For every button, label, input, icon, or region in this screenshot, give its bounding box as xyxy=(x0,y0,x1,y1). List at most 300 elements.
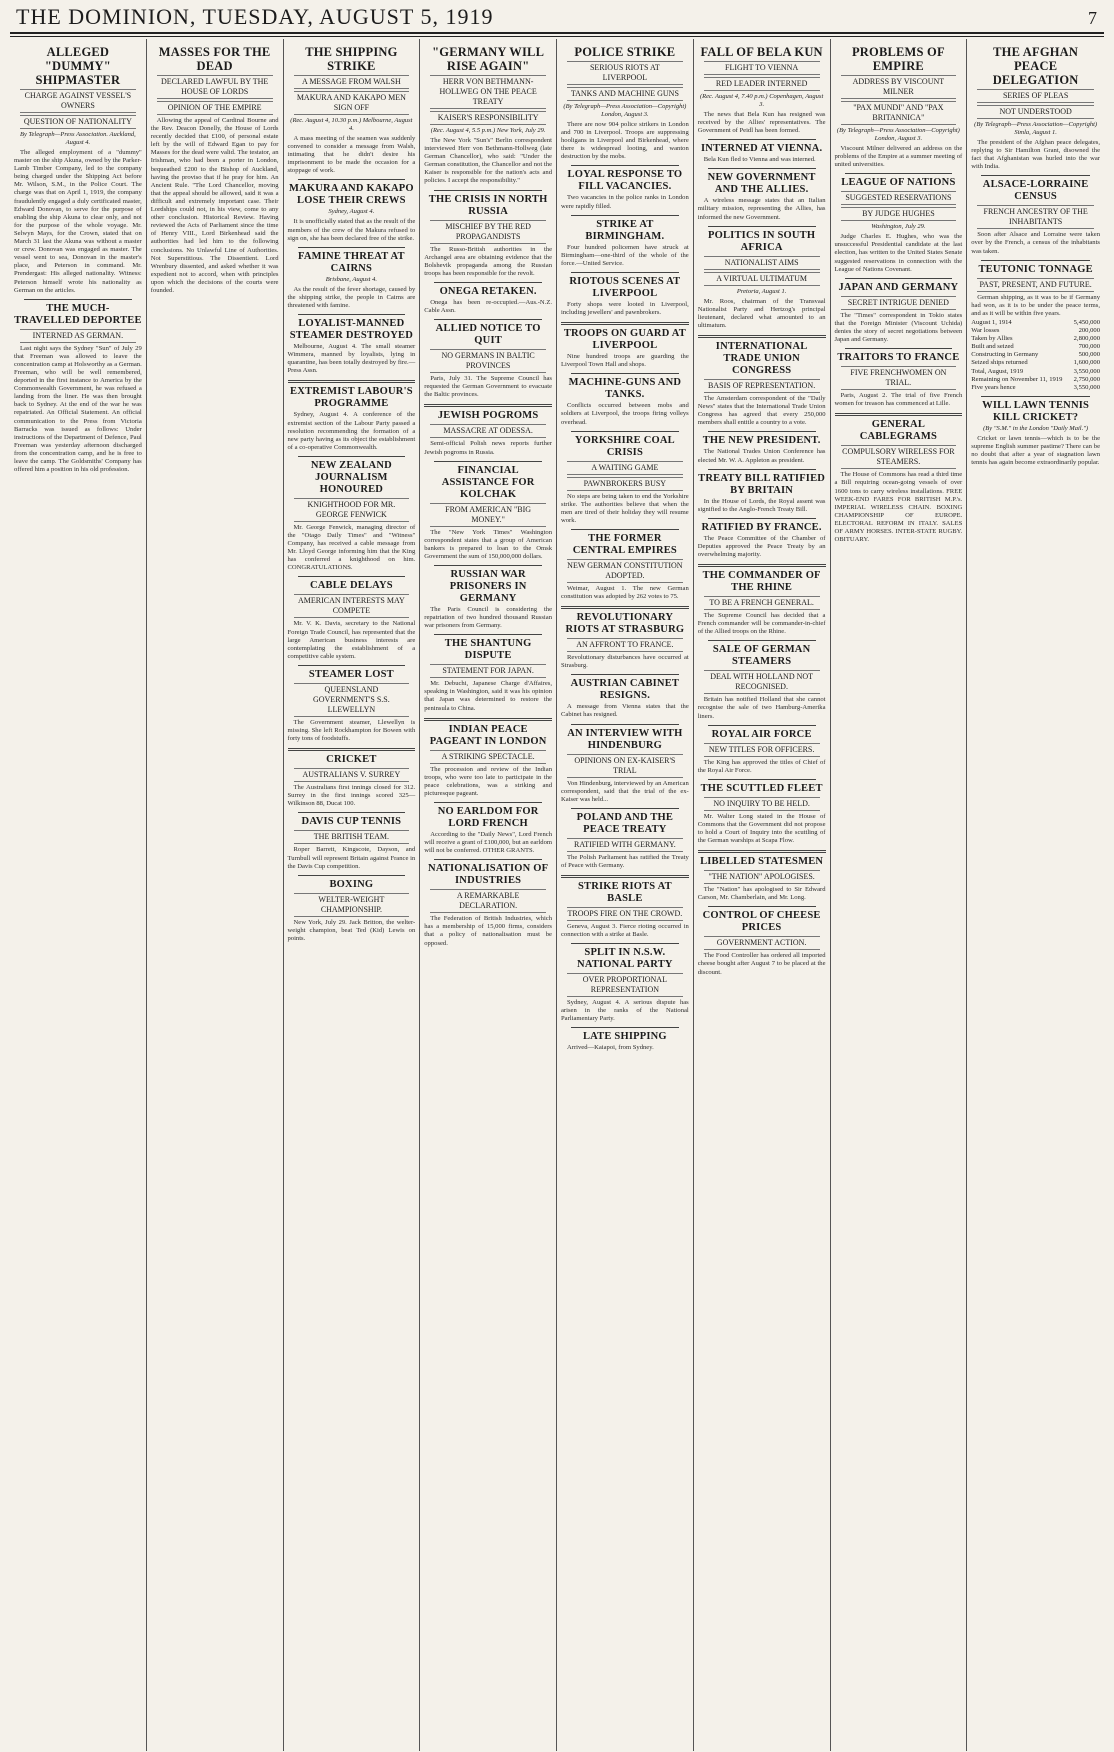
article-body xyxy=(561,493,689,525)
headline: ALLIED NOTICE TO QUIT xyxy=(435,323,541,347)
article-separator xyxy=(434,859,542,860)
article xyxy=(971,179,1100,255)
article-separator xyxy=(698,564,826,567)
article-separator xyxy=(708,640,816,641)
article-body xyxy=(288,846,416,870)
article xyxy=(698,522,826,559)
article-separator xyxy=(298,456,406,457)
subheading: SECRET INTRIGUE DENIED xyxy=(841,296,957,310)
article-body xyxy=(698,156,826,164)
subheading: AN AFFRONT TO FRANCE. xyxy=(567,638,683,652)
paragraph: Paris, August 2. The trial of five French women for treason has commenced at Lille. xyxy=(834,392,963,408)
table-label: Built and seized xyxy=(971,343,1014,351)
article-separator xyxy=(571,674,679,675)
headline: BOXING xyxy=(329,878,374,890)
dateline: (By Telegraph—Press Association—Copyright) London, August 3. xyxy=(836,127,960,142)
subheading: A VIRTUAL ULTIMATUM xyxy=(704,272,820,286)
table-row xyxy=(971,384,1100,392)
article xyxy=(424,638,552,712)
paragraph: The New York "Sun's" Berlin correspondent interviewed Herr von Bethmann-Hollweg (late German Chancellor), who said: "Under the German constitution, the Chancellor and not the Kaiser is responsible for the nation's acts and policies. I accept the responsibility." xyxy=(424,137,552,185)
headline: LEAGUE OF NATIONS xyxy=(841,177,956,189)
article xyxy=(698,644,826,720)
paragraph: The Australians first innings closed for 312. Surrey in the first innings scored 325—Wilkinson 88, Ducat 100. xyxy=(287,784,416,808)
masthead-rule xyxy=(10,32,1104,37)
article xyxy=(698,45,826,135)
article-separator xyxy=(845,278,953,279)
paragraph: Sydney, August 4. A conference of the extremist section of the Labour Party passed a resolution recommending the formation of a new party having as its object the establishment of a co-operative Commonwealth. xyxy=(287,411,416,451)
article xyxy=(288,816,416,870)
headline: ALLEGED "DUMMY" SHIPMASTER xyxy=(35,45,121,87)
headline: RIOTOUS SCENES AT LIVERPOOL xyxy=(569,275,681,299)
article xyxy=(698,570,826,636)
article xyxy=(288,45,416,175)
article-separator xyxy=(708,469,816,470)
article-body xyxy=(561,923,689,939)
article-body xyxy=(698,395,826,427)
article-separator xyxy=(708,139,816,140)
dateline: (By Telegraph—Press Association—Copyright) Simla, August 1. xyxy=(974,121,1098,136)
column-6 xyxy=(694,39,831,1751)
article-body xyxy=(288,524,416,573)
paragraph: The King has approved the titles of Chief of the Royal Air Force. xyxy=(697,758,826,774)
article xyxy=(151,45,279,295)
subheading: SERIES OF PLEAS xyxy=(977,89,1094,103)
masthead-title: THE DOMINION, TUESDAY, AUGUST 5, 1919 xyxy=(16,4,494,29)
article xyxy=(698,856,826,902)
subheading: "THE NATION" APOLOGISES. xyxy=(704,870,820,884)
headline: NEW GOVERNMENT AND THE ALLIES. xyxy=(707,172,816,196)
article-separator xyxy=(981,396,1090,397)
headline: THE SHIPPING STRIKE xyxy=(305,45,398,73)
paragraph: The Amsterdam correspondent of the "Daily News" states that the International Trade Union Congress has agreed that every 250,000 members shall entitle a country to a vote. xyxy=(697,395,826,427)
subheading: DECLARED LAWFUL BY THE HOUSE OF LORDS xyxy=(157,75,273,99)
paragraph: Melbourne, August 4. The small steamer Wimmera, manned by loyalists, lying in quarantine, has been totally destroyed by fire.—Press Assn. xyxy=(287,343,416,375)
headline: YORKSHIRE COAL CRISIS xyxy=(574,434,675,458)
article-separator xyxy=(288,380,416,383)
article-separator xyxy=(571,1027,679,1028)
article-body xyxy=(424,766,552,798)
article xyxy=(561,276,689,317)
paragraph: The news that Bela Kun has resigned was received by the Allies' representatives. The Government of Peidl has been formed. xyxy=(697,111,826,135)
subheading: A WAITING GAME xyxy=(567,461,683,475)
article xyxy=(561,728,689,804)
headline: THE NEW PRESIDENT. xyxy=(702,435,821,447)
article xyxy=(288,460,416,573)
article-body xyxy=(288,919,416,943)
column-8 xyxy=(967,39,1104,1751)
article xyxy=(835,45,963,169)
article xyxy=(698,143,826,164)
headline: INTERNATIONAL TRADE UNION CONGRESS xyxy=(715,341,808,377)
article-separator xyxy=(708,779,816,780)
headline: MASSES FOR THE DEAD xyxy=(158,45,271,73)
subheading: SERIOUS RIOTS AT LIVERPOOL xyxy=(567,61,683,85)
article-body xyxy=(424,529,552,561)
paragraph: German shipping, as it was to be if Germany had won, as it is to be under the peace terms, and as it will be within five years. xyxy=(971,293,1100,317)
article-body xyxy=(424,440,552,456)
article-separator xyxy=(708,518,816,519)
paragraph: Mr. George Fenwick, managing director of the "Otago Daily Times" and "Witness" Company, has received a cable message from Mr. Lloyd George informing him that the King has conferred a knighthood on him. CONGRATULATIONS. xyxy=(287,523,416,572)
headline: ROYAL AIR FORCE xyxy=(711,728,812,740)
paragraph: The "Nation" has apologised to Sir Edward Carson, Mr. Chamberlain, and Mr. Long. xyxy=(697,886,826,902)
article-separator xyxy=(708,431,816,432)
dateline: (By Telegraph—Press Association—Copyright) London, August 3. xyxy=(563,103,687,118)
article-body xyxy=(288,286,416,310)
subheading: KAISER'S RESPONSIBILITY xyxy=(430,111,546,125)
column-2 xyxy=(147,39,284,1751)
article-body xyxy=(561,999,689,1023)
article-body xyxy=(971,294,1100,318)
paragraph: Roper Barrett, Kingscote, Dayson, and Turnbull will represent Britain against France in the Davis Cup competition. xyxy=(287,846,416,870)
article-separator xyxy=(424,718,552,721)
dateline: Washington, July 29. xyxy=(871,223,926,231)
article-separator xyxy=(845,348,953,349)
subheading: WELTER-WEIGHT CHAMPIONSHIP. xyxy=(294,893,410,917)
paragraph: The Federation of British Industries, which has a membership of 15,000 firms, considers that a policy of nationalisation must be opposed. xyxy=(424,915,552,947)
article-separator xyxy=(571,165,679,166)
article-body xyxy=(698,612,826,636)
paragraph: Allowing the appeal of Cardinal Bourne and the Rev. Deacon Donelly, the House of Lords recently decided that £100, of personal estate left by the will of Edward Egan to pay for Masses for the dead were valid. The testator, an Irishman, who had been a porter in London, bequeathed £200 to the Bishop of Auckland, having the proviso that if he pray for him. An Ancient Rule. "The Lord Chancellor, moving that the appeal should be allowed, said it was a difficult and extremely important case. Their Lordships could not, in his view, come to any other conclusion. Historical Review. Having reviewed the Acts of Parliament since the time of Henry VIII., Lord Birkenhead said the authorities had led him to the following conclusions. No Unlawful Line of Authorities. Not Superstitious. The Dissentient. Lord Wrenbury dissented, and asked whether it was expedient not to accord, when with principles upon which the decisions of the courts were founded. xyxy=(150,117,279,294)
dateline: (Rec. August 4, 7.40 p.m.) Copenhagen, August 3. xyxy=(700,93,824,108)
paragraph: The "New York Times" Washington correspondent states that a group of American bankers is prepared to loan to the Omsk Government the sum of 150,000,000 dollars. xyxy=(424,528,552,560)
headline: FALL OF BELA KUN xyxy=(700,45,823,59)
table-value: 2,750,000 xyxy=(1073,375,1100,383)
article xyxy=(561,678,689,719)
subheading: NEW GERMAN CONSTITUTION ADOPTED. xyxy=(567,559,683,583)
subheading: FROM AMERICAN "BIG MONEY." xyxy=(430,503,546,527)
headline: LOYALIST-MANNED STEAMER DESTROYED xyxy=(289,318,414,342)
article xyxy=(424,465,552,561)
headline: TRAITORS TO FRANCE xyxy=(837,352,960,364)
table-label: Taken by Allies xyxy=(971,335,1013,343)
headline: CONTROL OF CHEESE PRICES xyxy=(702,910,821,934)
article-body xyxy=(561,353,689,369)
paragraph: The Government steamer, Llewellyn is missing. She left Rockhampton for Bowen with forty tons of foodstuffs. xyxy=(287,718,416,743)
article-body xyxy=(698,696,826,720)
article xyxy=(288,879,416,943)
headline: PROBLEMS OF EMPIRE xyxy=(851,45,945,73)
article-separator xyxy=(298,665,406,666)
table-value: 1,600,000 xyxy=(1073,359,1100,367)
article xyxy=(424,194,552,278)
article-body xyxy=(698,759,826,775)
table-row xyxy=(971,359,1100,367)
article xyxy=(698,341,826,427)
article xyxy=(288,386,416,451)
article-separator xyxy=(981,175,1090,176)
paragraph: The Russo-British authorities in the Archangel area are obtaining evidence that the Bolshevik propaganda among the Russian troops has been responsible for the revolt. xyxy=(424,245,552,277)
subheading: INTERNED AS GERMAN. xyxy=(20,329,136,343)
headline: TEUTONIC TONNAGE xyxy=(978,263,1093,275)
article xyxy=(561,377,689,426)
subheading: MAKURA AND KAKAPO MEN SIGN OFF xyxy=(294,91,410,115)
subheading: RED LEADER INTERNED xyxy=(704,77,820,91)
paragraph: Four hundred policemen have struck at Birmingham—one-third of the whole of the force.—United Service. xyxy=(561,243,689,267)
subheading: "PAX MUNDI" AND "PAX BRITANNICA" xyxy=(841,101,957,125)
article-separator xyxy=(835,413,963,416)
table-label: August 1, 1914 xyxy=(971,318,1012,326)
article xyxy=(424,806,552,855)
article xyxy=(971,400,1100,467)
article-body xyxy=(561,854,689,870)
article xyxy=(561,947,689,1023)
table-value: 700,000 xyxy=(1078,343,1100,351)
table-label: Constructing in Germany xyxy=(971,351,1039,359)
article-separator xyxy=(845,173,953,174)
table-value: 3,550,000 xyxy=(1073,367,1100,375)
subheading: PAWNBROKERS BUSY xyxy=(567,477,683,491)
article xyxy=(424,569,552,630)
article xyxy=(561,1031,689,1052)
subheading: DEAL WITH HOLLAND NOT RECOGNISED. xyxy=(704,670,820,694)
headline: THE MUCH-TRAVELLED DEPORTEE xyxy=(14,302,142,326)
subheading: TROOPS FIRE ON THE CROWD. xyxy=(567,907,683,921)
article-body xyxy=(561,654,689,670)
table-label: War losses xyxy=(971,327,1000,335)
paragraph: The Peace Committee of the Chamber of Deputies approved the Peace Treaty by an overwhelming majority. xyxy=(697,534,826,558)
headline: THE CRISIS IN NORTH RUSSIA xyxy=(428,193,548,217)
article-body xyxy=(835,312,963,344)
article-separator xyxy=(298,875,406,876)
article-body xyxy=(288,218,416,242)
subheading: FLIGHT TO VIENNA xyxy=(704,61,820,75)
paragraph: Nine hundred troops are guarding the Liverpool Town Hall and shops. xyxy=(561,353,689,369)
dateline: Brisbane, August 4. xyxy=(325,275,377,283)
subheading: GOVERNMENT ACTION. xyxy=(704,936,820,950)
subheading: NO GERMANS IN BALTIC PROVINCES xyxy=(430,349,546,373)
paragraph: Bela Kun fled to Vienna and was interned. xyxy=(703,156,816,164)
paragraph: The alleged employment of a "dummy" master on the ship Akuna, owned by the Parker-Lamb Timber Company, led to the company being charged under the Shipping Act before Mr. Wilson, S.M., in the Police Court. The charge was that on April 1, 1919, the company fraudulently engaged a duly certificated master, Edward Donovan, to serve for the purpose of enabling the ship Akuna to clear only, and not for the purpose of the whole voyage. Mr. Selwyn Mays, for the Crown, stated that on March 31 last the Akuna was without a master or crew. Donovan was engaged as master. The vessel went to sea, Donovan in the master's place, and Peterson in command. Mr. Prendergast: His alleged nationality. Witness: Peterson himself wrote his nationality as German on the articles. xyxy=(14,149,142,294)
article-body xyxy=(561,402,689,426)
paragraph: Conflicts occurred between mobs and soldiers at Liverpool, the troops firing volleys overhead. xyxy=(561,402,689,426)
article-body xyxy=(561,301,689,317)
paragraph: Mr. Roos, chairman of the Transvaal Nationalist Party and Hertzog's principal lieutenant, declared what amounted to an ultimatum. xyxy=(697,297,826,329)
table-row xyxy=(971,327,1100,335)
paragraph: The president of the Afghan peace delegates, replying to Sir Hamilton Grant, disowned the fact that Afghanistan was hurled into the war with India. xyxy=(971,139,1100,171)
article-separator xyxy=(571,943,679,944)
headline: RATIFIED BY FRANCE. xyxy=(701,521,822,533)
table-label: Seized ships returned xyxy=(971,359,1028,367)
article-separator xyxy=(981,260,1090,261)
paragraph: Two vacancies in the police ranks in London were rapidly filled. xyxy=(561,194,689,210)
headline: LIBELLED STATESMEN xyxy=(700,856,824,868)
paragraph: As the result of the fever shortage, caused by the shipping strike, the people in Cairns are threatened with famine. xyxy=(287,285,416,309)
table-value: 3,550,000 xyxy=(1073,383,1100,391)
headline: STEAMER LOST xyxy=(308,668,394,680)
article-body xyxy=(288,343,416,375)
paragraph: The Food Controller has ordered all imported cheese bought after August 7 to be placed at the discount. xyxy=(697,952,826,976)
article-separator xyxy=(434,565,542,566)
dateline: By Telegraph—Press Association. Auckland, August 4. xyxy=(20,131,136,146)
article-body xyxy=(424,246,552,278)
headline: WILL LAWN TENNIS KILL CRICKET? xyxy=(982,399,1090,423)
article-separator xyxy=(298,576,406,577)
table-value: 200,000 xyxy=(1078,327,1100,335)
article-body xyxy=(561,194,689,210)
article-body xyxy=(424,137,552,186)
article-body xyxy=(971,435,1100,467)
paragraph: It is unofficially stated that as the result of the members of the crew of the Makura refused to sign on, she has been declared free of the strike. xyxy=(287,218,416,242)
subheading: NEW TITLES FOR OFFICERS. xyxy=(704,743,820,757)
headline: THE AFGHAN PEACE DELEGATION xyxy=(992,45,1079,87)
subheading: NOT UNDERSTOOD xyxy=(977,105,1094,119)
article-body xyxy=(698,298,826,330)
table-row xyxy=(971,319,1100,327)
article xyxy=(424,863,552,947)
subheading: A REMARKABLE DECLARATION. xyxy=(430,889,546,913)
article-separator xyxy=(561,606,689,609)
paragraph: Sydney, August 4. A serious dispute has arisen in the ranks of the National Parliamentary Party. xyxy=(561,999,689,1023)
subheading: STATEMENT FOR JAPAN. xyxy=(430,664,546,678)
article xyxy=(698,435,826,464)
article-separator xyxy=(424,404,552,407)
article xyxy=(561,219,689,268)
headline: POLITICS IN SOUTH AFRICA xyxy=(707,229,816,253)
subheading: TANKS AND MACHINE GUNS xyxy=(567,87,683,101)
paragraph: Mr. Debuchi, Japanese Charge d'Affaires, speaking in Washington, said it was his opinion that Japan was determined to restore the peninsula to China. xyxy=(424,680,552,712)
article xyxy=(14,303,142,475)
paragraph: A wireless message states that an Italian military mission, representing the Allies, has informed the new Government. xyxy=(697,197,826,221)
article-body xyxy=(698,111,826,135)
headline: THE SCUTTLED FLEET xyxy=(700,782,823,794)
article xyxy=(835,419,963,544)
subheading: OVER PROPORTIONAL REPRESENTATION xyxy=(567,973,683,997)
article-body xyxy=(971,231,1100,255)
paragraph: A message from Vienna states that the Cabinet has resigned. xyxy=(561,703,689,719)
article-separator xyxy=(561,322,689,325)
article-separator xyxy=(571,529,679,530)
paragraph: New York, July 29. Jack Britton, the welter-weight champion, beat Ted (Kid) Lewis on points. xyxy=(287,918,416,942)
headline: SALE OF GERMAN STEAMERS xyxy=(712,644,811,668)
paragraph: Onega has been re-occupied.—Aus.-N.Z. Cable Assn. xyxy=(424,298,552,315)
article-separator xyxy=(434,319,542,320)
article-body xyxy=(151,117,279,295)
article-separator xyxy=(24,299,132,300)
article-separator xyxy=(434,802,542,803)
article-body xyxy=(424,606,552,630)
headline: TREATY BILL RATIFIED BY BRITAIN xyxy=(698,472,826,496)
article-separator xyxy=(698,850,826,853)
article xyxy=(561,812,689,870)
article xyxy=(561,45,689,161)
subheading: NO INQUIRY TO BE HELD. xyxy=(704,797,820,811)
article xyxy=(835,282,963,344)
column-1 xyxy=(10,39,147,1751)
subheading: HERR VON BETHMANN-HOLLWEG ON THE PEACE TREATY xyxy=(430,75,546,109)
paragraph: Mr. Walter Long stated in the House of Commons that the Government did not propose to hold a Court of Inquiry into the scuttling of the German warships at Scapa Flow. xyxy=(697,812,826,845)
subheading: BASIS OF REPRESENTATION. xyxy=(704,379,820,393)
subheading: ADDRESS BY VISCOUNT MILNER xyxy=(841,75,957,99)
paragraph: The procession and review of the Indian troops, who were too late to participate in the peace celebrations, was a striking and picturesque pageant. xyxy=(424,765,552,797)
article-separator xyxy=(698,335,826,338)
article xyxy=(561,435,689,525)
headline: FAMINE THREAT AT CAIRNS xyxy=(298,250,405,274)
table-label: Five years hence xyxy=(971,383,1016,391)
article-separator xyxy=(298,179,406,180)
dateline: Pretoria, August 1. xyxy=(736,287,787,295)
headline: NATIONALISATION OF INDUSTRIES xyxy=(428,863,549,887)
dateline: (Rec. August 4, 5.5 p.m.) New York, July 29. xyxy=(430,127,546,134)
article xyxy=(835,177,963,273)
headline: ALSACE-LORRAINE CENSUS xyxy=(982,179,1089,203)
article-body xyxy=(561,585,689,601)
subheading: OPINION OF THE EMPIRE xyxy=(157,101,273,115)
subheading: FIVE FRENCHWOMEN ON TRIAL. xyxy=(841,366,957,390)
subheading: QUESTION OF NATIONALITY xyxy=(20,115,136,129)
article xyxy=(698,473,826,514)
subheading: CHARGE AGAINST VESSEL'S OWNERS xyxy=(20,89,136,113)
table-row xyxy=(971,376,1100,384)
article-separator xyxy=(571,373,679,374)
article-separator xyxy=(571,215,679,216)
paragraph: According to the "Daily News", Lord French will receive a grant of £100,000, but an earldom will not be conferred. OTHER GRANTS. xyxy=(424,831,552,855)
subheading: PAST, PRESENT, AND FUTURE. xyxy=(977,278,1094,292)
article xyxy=(698,783,826,845)
article xyxy=(698,172,826,221)
headline: CRICKET xyxy=(326,754,377,766)
paragraph: There are now 904 police strikers in London and 700 in Liverpool. Troops are suppressing hooligans in Liverpool and Birkenhead, where there is widespread looting, and wanton destruction by the mobs. xyxy=(561,121,689,161)
paragraph: The Paris Council is considering the repatriation of two hundred thousand Russian war prisoners from Germany. xyxy=(424,605,552,630)
article-separator xyxy=(571,808,679,809)
headline: ONEGA RETAKEN. xyxy=(439,285,537,297)
table-label: Remaining on November 11, 1919 xyxy=(971,375,1063,383)
article-body xyxy=(424,299,552,315)
article xyxy=(424,410,552,456)
subheading: THE BRITISH TEAM. xyxy=(294,830,410,844)
tonnage-table xyxy=(971,319,1100,392)
headline: MAKURA AND KAKAPO LOSE THEIR CREWS xyxy=(289,183,414,207)
paragraph: Revolutionary disturbances have occurred at Strasburg. xyxy=(561,654,689,670)
article xyxy=(561,169,689,210)
subheading: A MESSAGE FROM WALSH xyxy=(294,75,410,89)
article-separator xyxy=(298,314,406,315)
table-value: 5,450,000 xyxy=(1073,318,1100,326)
subheading: TO BE A FRENCH GENERAL. xyxy=(704,596,820,610)
article xyxy=(698,230,826,330)
headline: NEW ZEALAND JOURNALISM HONOURED xyxy=(310,459,392,495)
headline: LATE SHIPPING xyxy=(582,1031,667,1043)
subheading: KNIGHTHOOD FOR MR. GEORGE FENWICK xyxy=(294,498,410,522)
subheading: OPINIONS ON EX-KAISER'S TRIAL xyxy=(567,754,683,778)
dateline: Sydney, August 4. xyxy=(328,208,375,216)
article xyxy=(561,881,689,939)
article xyxy=(698,910,826,976)
headline: EXTREMIST LABOUR'S PROGRAMME xyxy=(290,386,413,410)
article xyxy=(288,318,416,375)
paragraph: Judge Charles E. Hughes, who was the unsuccessful Presidential candidate at the last election, has written to the United States Senate suggested reservations in connection with the League of Nations Covenant. xyxy=(834,233,963,273)
article-body xyxy=(561,780,689,804)
subheading: FRENCH ANCESTRY OF THE INHABITANTS xyxy=(977,205,1094,229)
subheading: QUEENSLAND GOVERNMENT'S S.S. LLEWELLYN xyxy=(294,683,410,717)
headline: POLICE STRIKE xyxy=(574,45,676,59)
column-5 xyxy=(557,39,694,1751)
headline: FINANCIAL ASSISTANCE FOR KOLCHAK xyxy=(441,464,535,500)
article-separator xyxy=(298,247,406,248)
article-separator xyxy=(708,725,816,726)
headline: TROOPS ON GUARD AT LIVERPOOL xyxy=(563,328,686,352)
article-body xyxy=(288,411,416,451)
article-separator xyxy=(434,190,542,191)
article-body xyxy=(288,135,416,175)
headline: SPLIT IN N.S.W. NATIONAL PARTY xyxy=(577,947,673,971)
article xyxy=(971,264,1100,392)
paragraph: No steps are being taken to end the Yorkshire strike. The authorities believe that when the men are tired of their holiday they will resume work. xyxy=(561,492,689,524)
article-body xyxy=(424,831,552,855)
paragraph: The National Trades Union Conference has elected Mr. W. A. Appleton as president. xyxy=(697,448,826,464)
headline: NO EARLDOM FOR LORD FRENCH xyxy=(437,806,539,829)
article xyxy=(288,183,416,242)
article-separator xyxy=(708,906,816,907)
